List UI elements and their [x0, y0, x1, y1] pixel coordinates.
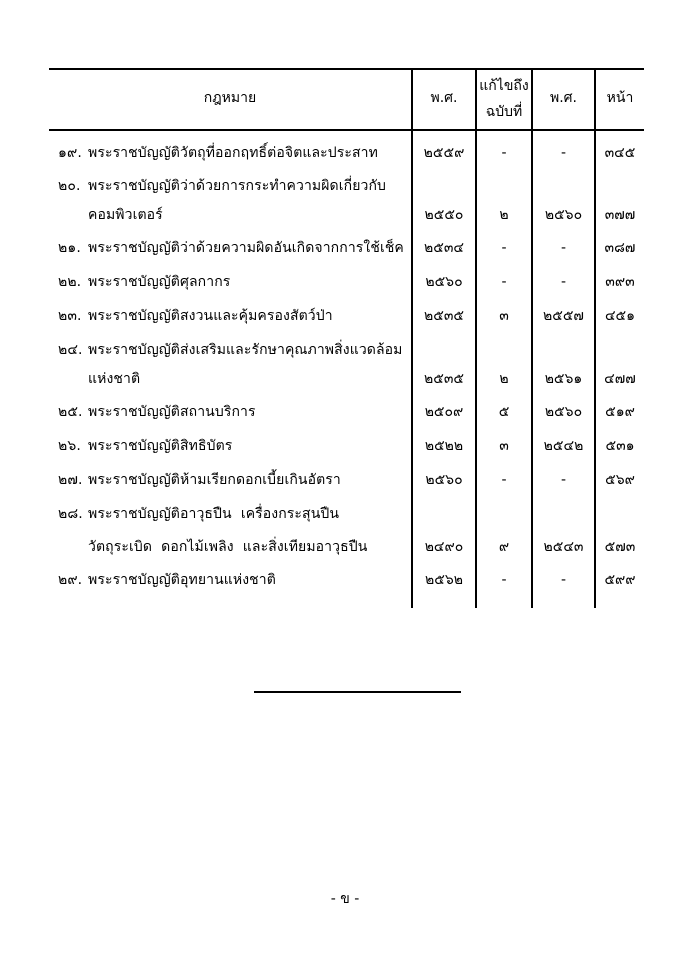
header-law: กฎหมาย: [203, 90, 257, 106]
amendment-year: -: [560, 274, 567, 290]
amendment-year: -: [560, 472, 567, 488]
law-title: พระราชบัญญัติอาวุธปืน เครื่องกระสุนปืน: [88, 506, 340, 522]
amendment-year: ๒๕๔๒: [543, 438, 584, 454]
enact-year: ๒๕๓๔: [424, 240, 464, 256]
law-title: พระราชบัญญัติห้ามเรียกดอกเบี้ยเกินอัตรา: [88, 472, 341, 488]
enact-year: ๒๕๒๒: [424, 438, 464, 454]
enact-year: ๒๕๖๐: [425, 472, 463, 488]
enact-year: ๒๔๙๐: [424, 539, 464, 555]
page-ref: ๕๓๑: [605, 438, 635, 454]
amendment-number: ๓: [499, 438, 509, 454]
amendment-number: -: [501, 572, 507, 588]
page-ref: ๕๙๙: [604, 572, 636, 588]
amendment-number: -: [501, 472, 507, 488]
amendment-number: ๙: [498, 539, 510, 555]
enact-year: ๒๕๖๐: [425, 274, 463, 290]
header-year: พ.ศ.: [430, 90, 458, 106]
page-ref: ๕๖๙: [605, 472, 635, 488]
law-title: พระราชบัญญัติสถานบริการ: [88, 404, 256, 420]
enact-year: ๒๕๐๙: [424, 404, 464, 420]
amendment-year: -: [560, 572, 567, 588]
table-header-bottom-border: [49, 129, 644, 131]
enact-year: ๒๕๖๒: [425, 572, 463, 588]
law-title-continued: แห่งชาติ: [88, 371, 141, 387]
page-ref: ๓๗๗: [604, 207, 636, 223]
page-ref: ๕๑๙: [605, 404, 635, 420]
amendment-year: ๒๕๖๐: [544, 404, 583, 420]
page-ref: ๕๗๓: [604, 539, 636, 555]
enact-year: ๒๕๕๙: [423, 145, 465, 161]
header-amend-line2: ฉบับที่: [485, 104, 523, 120]
row-number: ๑๙.: [58, 145, 82, 161]
enact-year: ๒๕๕๐: [424, 207, 464, 223]
header-amend-line1: แก้ไขถึง: [479, 78, 529, 94]
page-number: - ข -: [330, 891, 360, 907]
page-ref: ๔๗๗: [604, 371, 636, 387]
law-title: พระราชบัญญัติสงวนและคุ้มครองสัตว์ป่า: [88, 308, 333, 324]
table-top-border: [49, 68, 644, 70]
amendment-year: ๒๕๖๑: [544, 371, 583, 387]
amendment-year: ๒๕๕๗: [543, 308, 584, 324]
row-number: ๒๖.: [58, 438, 81, 454]
law-title: พระราชบัญญัติว่าด้วยความผิดอันเกิดจากการใช้เช็ค: [88, 240, 404, 256]
row-number: ๒๗.: [58, 472, 83, 488]
header-page: หน้า: [606, 90, 634, 106]
amendment-year: -: [560, 145, 567, 161]
amendment-number: ๒: [499, 371, 509, 387]
row-number: ๒๒.: [58, 274, 82, 290]
row-number: ๒๔.: [58, 342, 83, 358]
amendment-year: ๒๕๖๐: [544, 207, 583, 223]
law-title: พระราชบัญญัติศุลกากร: [88, 274, 231, 290]
enact-year: ๒๕๓๕: [424, 308, 464, 324]
law-title: พระราชบัญญัติว่าด้วยการกระทำความผิดเกี่ยวกับ: [88, 178, 387, 194]
amendment-number: -: [501, 240, 507, 256]
row-number: ๒๙.: [58, 572, 83, 588]
law-title-continued: คอมพิวเตอร์: [88, 207, 163, 223]
law-title-continued: วัตถุระเบิด ดอกไม้เพลิง และสิ่งเทียมอาวุธปืน: [88, 539, 368, 555]
amendment-year: ๒๕๔๓: [543, 539, 584, 555]
page-ref: ๓๙๓: [605, 274, 635, 290]
law-title: พระราชบัญญัติส่งเสริมและรักษาคุณภาพสิ่งแวดล้อม: [88, 342, 403, 358]
law-title: พระราชบัญญัติสิทธิบัตร: [88, 438, 233, 454]
section-end-rule: [254, 691, 461, 693]
amendment-number: ๕: [498, 404, 510, 420]
amendment-number: ๒: [499, 207, 509, 223]
page-ref: ๔๕๑: [604, 308, 636, 324]
row-number: ๒๓.: [58, 308, 82, 324]
page-ref: ๓๘๗: [604, 240, 636, 256]
row-number: ๒๘.: [58, 506, 83, 522]
law-title: พระราชบัญญัติอุทยานแห่งชาติ: [88, 572, 276, 588]
page-ref: ๓๔๕: [604, 145, 636, 161]
header-year2: พ.ศ.: [549, 90, 577, 106]
row-number: ๒๕.: [58, 404, 83, 420]
row-number: ๒๐.: [58, 178, 81, 194]
amendment-number: -: [501, 274, 507, 290]
amendment-number: ๓: [499, 308, 509, 324]
law-title: พระราชบัญญัติวัตถุที่ออกฤทธิ์ต่อจิตและประสาท: [88, 145, 378, 161]
row-number: ๒๑.: [58, 240, 81, 256]
enact-year: ๒๕๓๕: [424, 371, 464, 387]
amendment-number: -: [501, 145, 507, 161]
amendment-year: -: [560, 240, 567, 256]
